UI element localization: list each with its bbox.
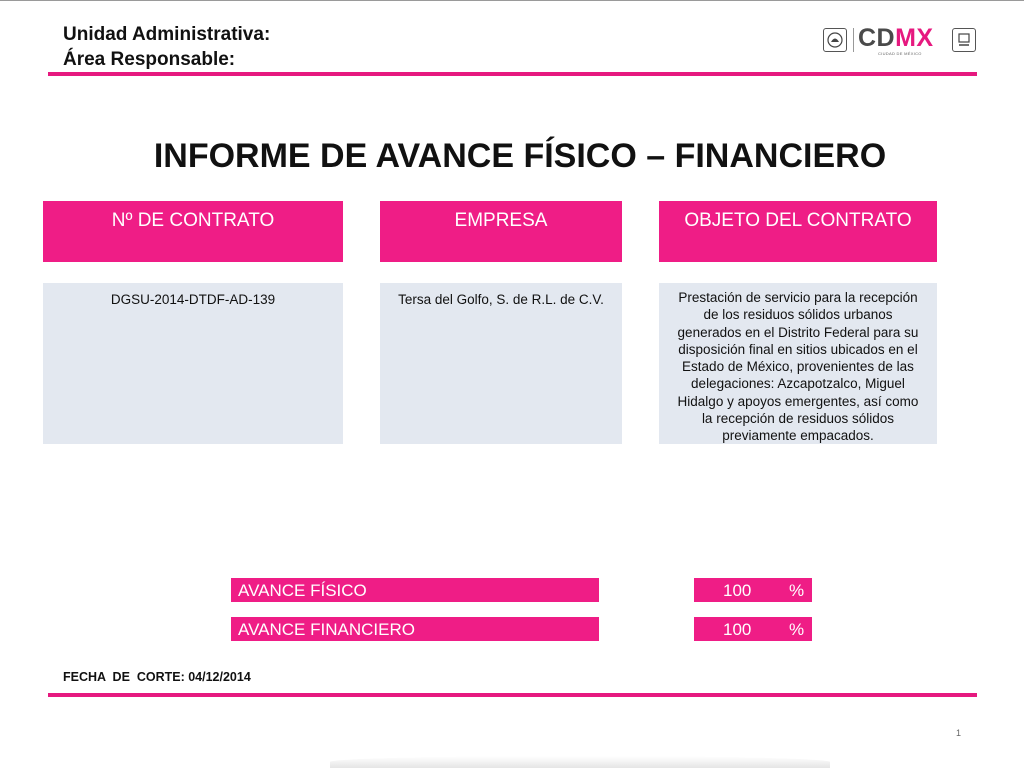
avance-financiero-value: 100 — [723, 620, 752, 639]
avance-fisico-label: AVANCE FÍSICO — [231, 578, 599, 602]
header-rule — [48, 72, 977, 76]
footer-rule — [48, 693, 977, 697]
unidad-administrativa-label: Unidad Administrativa: — [63, 24, 271, 45]
contract-number-header: Nº DE CONTRATO — [43, 201, 343, 262]
government-seal-icon — [823, 28, 847, 52]
fecha-de-corte: FECHA DE CORTE: 04/12/2014 — [63, 670, 251, 684]
logo-divider — [853, 28, 854, 52]
contract-number-value: DGSU-2014-DTDF-AD-139 — [43, 283, 343, 444]
cdmx-logo — [858, 25, 934, 51]
avance-fisico-unit: % — [789, 581, 805, 600]
cdmx-logo-cd: CD — [858, 24, 896, 52]
page-title: INFORME DE AVANCE FÍSICO – FINANCIERO — [153, 137, 887, 175]
department-seal-icon — [952, 28, 976, 52]
area-responsable-label: Área Responsable: — [63, 49, 236, 70]
contract-object-value: Prestación de servicio para la recepción de los residuos sólidos urbanos generados en el Distrito Federal para su disposición final en sitios ubicados en el Estado de México, provenientes de las delegaciones: Azcapotzalco, Miguel Hidalgo y apoyos emergentes, así como la recepción de residuos sólidos previamente empacados. — [659, 283, 937, 444]
cdmx-logo-mx: MX — [895, 24, 934, 52]
avance-financiero-label: AVANCE FINANCIERO — [231, 617, 599, 641]
company-header: EMPRESA — [380, 201, 622, 262]
page-number: 1 — [956, 728, 962, 738]
contract-object-header: OBJETO DEL CONTRATO — [659, 201, 937, 262]
page-shadow — [330, 756, 830, 768]
company-value: Tersa del Golfo, S. de R.L. de C.V. — [380, 283, 622, 444]
cdmx-logo-subtitle: CIUDAD DE MÉXICO — [878, 51, 922, 56]
avance-fisico-value: 100 — [723, 581, 752, 600]
avance-financiero-value-box — [694, 617, 812, 641]
avance-financiero-unit: % — [789, 620, 805, 639]
avance-fisico-value-box — [694, 578, 812, 602]
top-border — [0, 0, 1024, 1]
